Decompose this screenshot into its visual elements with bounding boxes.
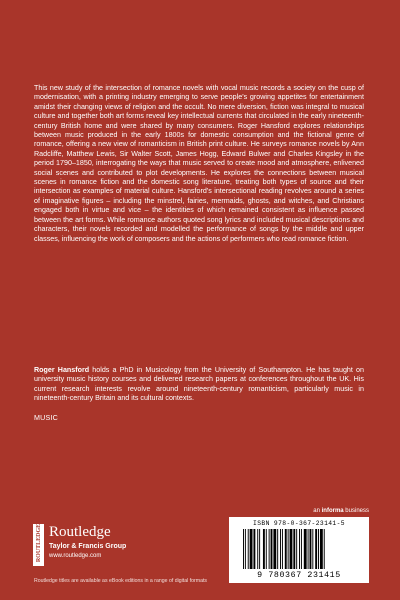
- publisher-logo: [33, 524, 173, 568]
- barcode-bar: [320, 529, 323, 569]
- barcode-bar: [250, 529, 253, 569]
- barcode-bar: [248, 529, 249, 569]
- barcode-bar: [299, 529, 300, 569]
- barcode-bar: [263, 529, 265, 569]
- barcode-bar: [266, 529, 267, 569]
- barcode-icon: [241, 529, 357, 571]
- informa-prefix: an: [313, 508, 322, 514]
- author-bio: [34, 366, 364, 404]
- book-description: This new study of the intersection of romance novels with vocal music records a society on the cusp of modernisation, with a printing industry emerging to serve people’s growing appetites for entertainment amidst their changing views of religion and the occult. No mere diversion, fiction was integral to musical culture and together both art forms reveal key intellectual currents that circulated in the early nineteenth-century British home and were shared by many consumers. Roger Hansford explores relationships between music produced in the early 1800s for domestic consumption and the fictional genre of romance, offering a new view of romanticism in British print culture. He surveys romance novels by Ann Radcliffe, Matthew Lewis, Sir Walter Scott, James Hogg, Edward Bulwer and Charles Kingsley in the period 1790–1850, interrogating the ways that music served to create mood and atmosphere, enlivened social scenes and contributed to plot developments. He explores the connections between musical scenes in romance fiction and the domestic song literature, treating both types of source and their intersection as examples of material culture. Hansford’s intersectional reading revolves around a series of imaginative figures – including the minstrel, fairies, mermaids, ghosts, and witches, and Christians engaged both in virtue and vice – the identities of which remained consistent as influence passed between the art forms. While romance authors quoted song lyrics and included musical descriptions and characters, their novels recorded and modelled the performance of songs by the middle and upper classes, influencing the work of composers and the actions of performers who read romance fiction.: [34, 84, 364, 243]
- informa-business-label: [229, 507, 369, 515]
- author-name: Roger Hansford: [34, 366, 90, 374]
- barcode-bar: [288, 529, 289, 569]
- barcode-bar: [310, 529, 312, 569]
- barcode-bar: [290, 529, 293, 569]
- informa-suffix: business: [343, 508, 369, 514]
- barcode-bar: [304, 529, 307, 569]
- barcode-number: 9 780367 231415: [257, 571, 341, 580]
- barcode-bar: [315, 529, 317, 569]
- barcode-bar: [301, 529, 302, 569]
- barcode-bar: [280, 529, 281, 569]
- barcode-bar: [318, 529, 319, 569]
- routledge-logo-icon: [33, 524, 44, 566]
- barcode-bar: [293, 529, 295, 569]
- informa-bold: informa: [321, 508, 344, 514]
- barcode-bar: [245, 529, 246, 569]
- ebook-footnote: Routledge titles are available as eBook editions in a range of digital formats: [34, 578, 208, 584]
- logo-mark-text: ROUTLEDGE: [36, 523, 42, 563]
- barcode-bar: [296, 529, 297, 569]
- publisher-group: Taylor & Francis Group: [49, 543, 127, 550]
- barcode-bar: [271, 529, 273, 569]
- barcode-bar: [324, 529, 325, 569]
- barcode-panel: [229, 517, 369, 583]
- barcode-bar: [285, 529, 287, 569]
- publisher-name: Routledge: [49, 524, 111, 540]
- isbn-label: ISBN 978-0-367-23141-5: [253, 520, 345, 527]
- barcode-bar: [277, 529, 278, 569]
- barcode-bar: [308, 529, 309, 569]
- publisher-url: www.routledge.com: [49, 553, 102, 559]
- barcode-bar: [253, 529, 255, 569]
- barcode-bar: [282, 529, 283, 569]
- barcode-bar: [269, 529, 270, 569]
- barcode-bar: [259, 529, 260, 569]
- barcode-bar: [312, 529, 313, 569]
- barcode-bar: [257, 529, 258, 569]
- author-bio-text: holds a PhD in Musicology from the University of Southampton. He has taught on university music history courses and delivered research papers at conferences throughout the UK. His current research interests revolve around nineteenth-century romanticism, particularly music in nineteenth-century Britain and its cultural contexts.: [34, 366, 364, 403]
- barcode-bar: [243, 529, 244, 569]
- barcode-bar: [273, 529, 276, 569]
- subject-category: MUSIC: [34, 414, 59, 422]
